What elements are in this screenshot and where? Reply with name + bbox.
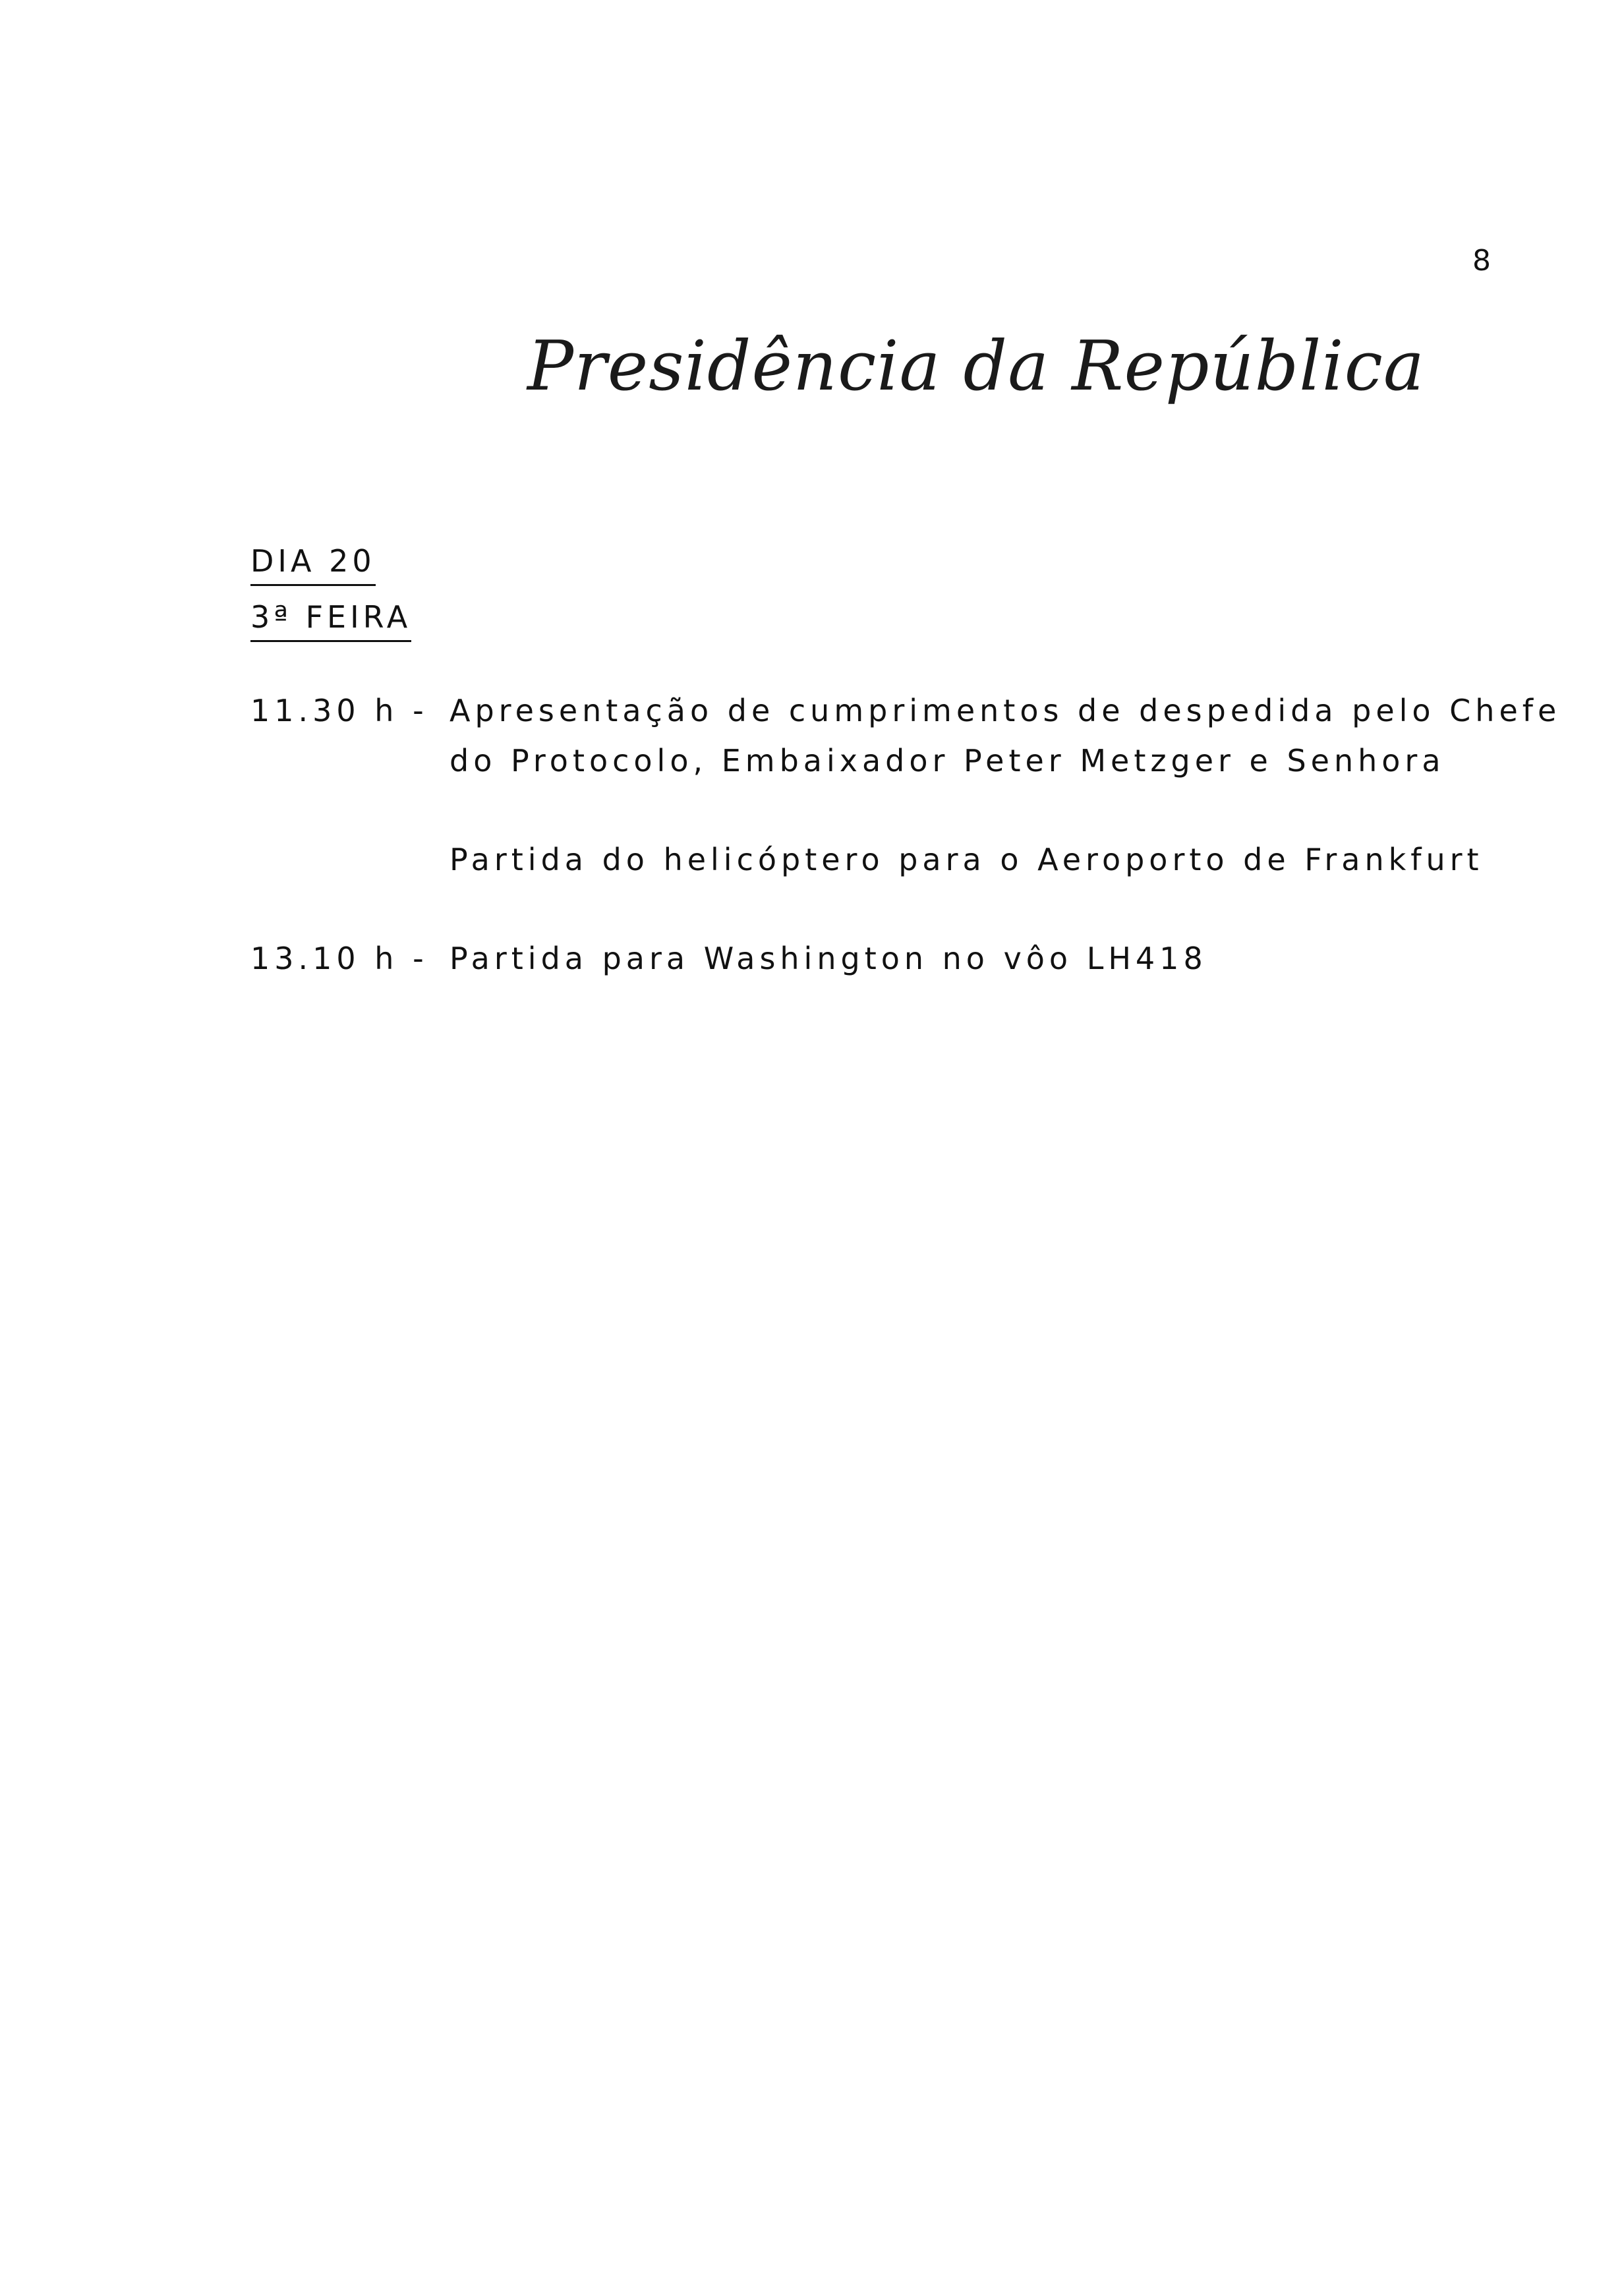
schedule-entry <box>250 686 1561 786</box>
letterhead: Presidência da República <box>527 326 1425 406</box>
entry-description <box>450 933 1555 984</box>
entry-line: do Protocolo, Embaixador Peter Metzger e Senhora <box>450 743 1445 779</box>
entry-line: Apresentação de cumprimentos de despedida pelo Chefe <box>450 693 1561 728</box>
entry-time: 13.10 h - <box>250 941 428 976</box>
entry-line: Partida para Washington no vôo LH418 <box>450 941 1207 976</box>
date-day: DIA 20 <box>250 541 376 586</box>
entry-line: Partida do helicóptero para o Aeroporto de Frankfurt <box>450 842 1484 877</box>
entry-time: 11.30 h - <box>250 693 428 728</box>
entry-description <box>450 686 1561 786</box>
schedule-entry <box>250 933 1555 984</box>
entry-description <box>450 835 1555 885</box>
date-block <box>250 541 411 653</box>
page-number: 8 <box>1472 244 1492 278</box>
schedule-entry <box>250 835 1555 885</box>
schedule <box>250 686 1561 984</box>
date-weekday: 3ª FEIRA <box>250 597 411 642</box>
